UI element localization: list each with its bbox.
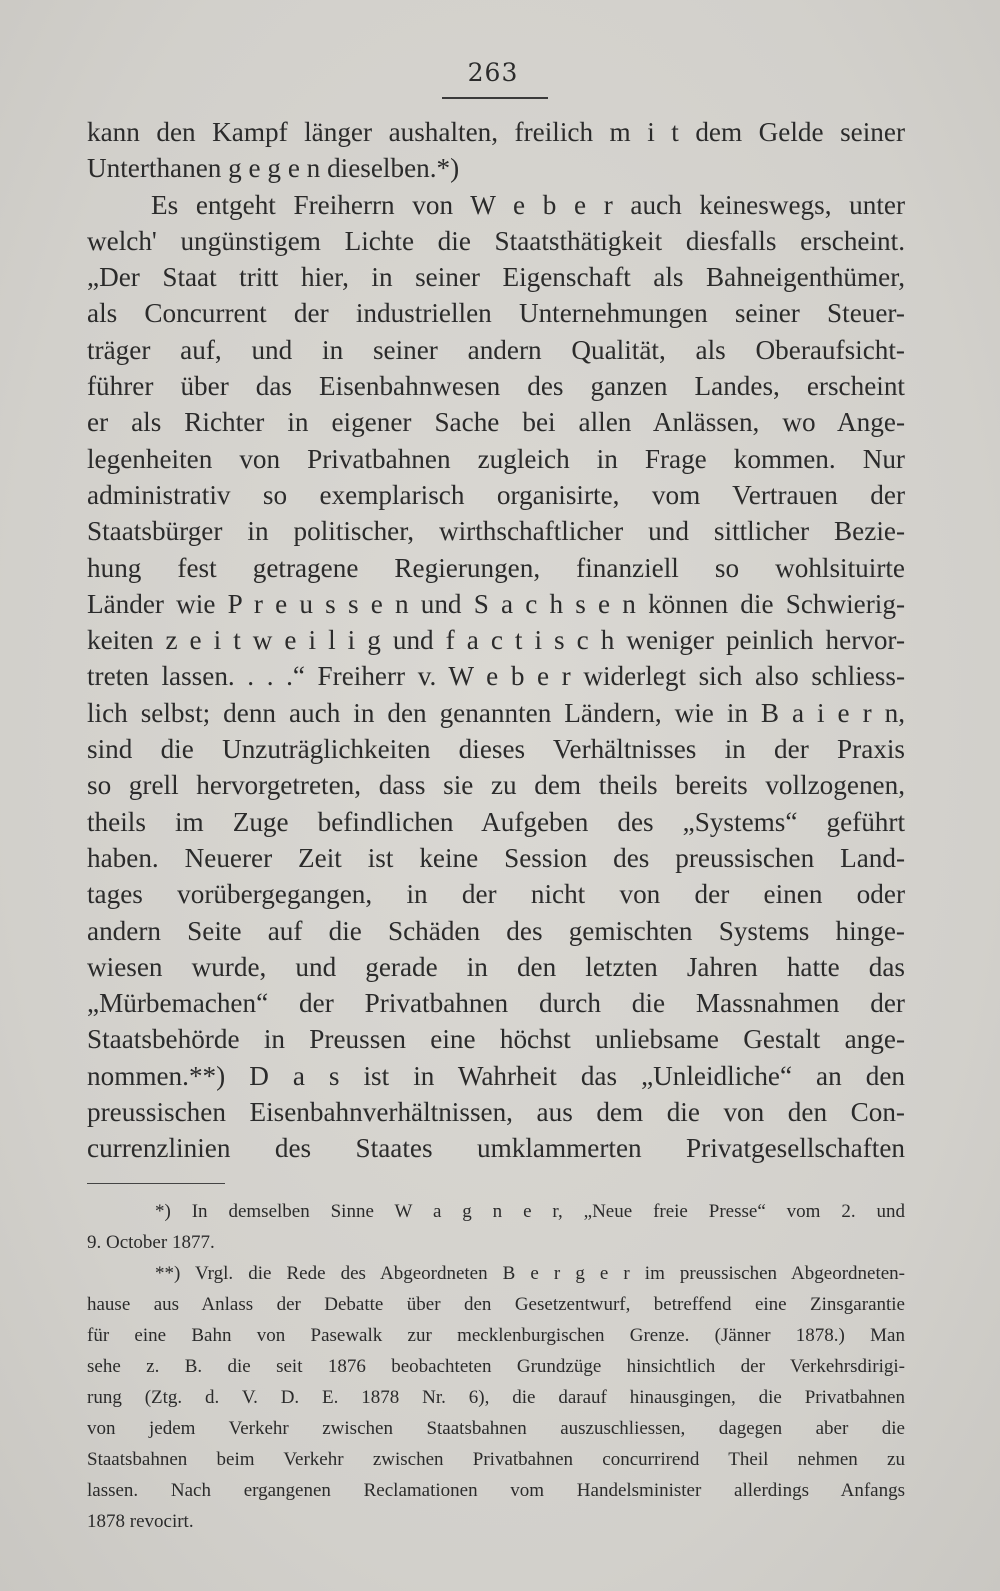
footnote-line: rung (Ztg. d. V. D. E. 1878 Nr. 6), die darauf hinausgingen, die Privatbahnen	[87, 1387, 905, 1408]
text-line: er als Richter in eigener Sache bei allen Anlässen, wo Ange-	[87, 407, 905, 438]
text-line: nommen.**) D a s ist in Wahrheit das „Unleidliche“ an den	[87, 1060, 905, 1091]
text-line: sind die Unzuträglichkeiten dieses Verhältnisses in der Praxis	[87, 734, 905, 765]
text-line: „Der Staat tritt hier, in seiner Eigenschaft als Bahneigenthümer,	[87, 262, 905, 293]
text-line: haben. Neuerer Zeit ist keine Session des preussischen Land-	[87, 842, 905, 873]
footnote-line: lassen. Nach ergangenen Reclamationen vom Handelsminister allerdings Anfangs	[87, 1480, 905, 1501]
text-line: führer über das Eisenbahnwesen des ganzen Landes, erscheint	[87, 371, 905, 402]
page-number-rule	[442, 97, 548, 99]
footnote-line: Staatsbahnen beim Verkehr zwischen Privatbahnen concurrirend Theil nehmen zu	[87, 1449, 905, 1470]
text-line: Staatsbürger in politischer, wirthschaftlicher und sittlicher Bezie-	[87, 516, 905, 547]
page-number: 263	[467, 58, 519, 87]
text-line: treten lassen. . . .“ Freiherr v. W e b e r widerlegt sich also schliess-	[87, 661, 905, 692]
footnote-line: 1878 revocirt.	[87, 1511, 194, 1532]
text-line: administrativ so exemplarisch organisirte, vom Vertrauen der	[87, 479, 905, 510]
text-line: „Mürbemachen“ der Privatbahnen durch die Massnahmen der	[87, 988, 905, 1019]
text-line: hung fest getragene Regierungen, finanziell so wohlsituirte	[87, 552, 905, 583]
text-line: tages vorübergegangen, in der nicht von der einen oder	[87, 879, 905, 910]
text-line: preussischen Eisenbahnverhältnissen, aus dem die von den Con-	[87, 1097, 905, 1128]
text-line: keiten z e i t w e i l i g und f a c t i s c h weniger peinlich hervor-	[87, 625, 905, 656]
text-line: so grell hervorgetreten, dass sie zu dem theils bereits vollzogenen,	[87, 770, 905, 801]
text-line: wiesen wurde, und gerade in den letzten Jahren hatte das	[87, 951, 905, 982]
footnote-line: sehe z. B. die seit 1876 beobachteten Grundzüge hinsichtlich der Verkehrsdirigi-	[87, 1356, 905, 1377]
text-line: Es entgeht Freiherrn von W e b e r auch keineswegs, unter	[151, 189, 905, 220]
main-text	[87, 114, 905, 1167]
text-line: theils im Zuge befindlichen Aufgeben des „Systems“ geführt	[87, 806, 905, 837]
text-line: Staatsbehörde in Preussen eine höchst unliebsame Gestalt ange-	[87, 1024, 905, 1055]
text-line: als Concurrent der industriellen Unternehmungen seiner Steuer-	[87, 298, 905, 329]
text-line: welch' ungünstigem Lichte die Staatsthätigkeit diesfalls erscheint.	[87, 225, 905, 256]
text-line: andern Seite auf die Schäden des gemischten Systems hinge-	[87, 915, 905, 946]
footnote-line: für eine Bahn von Pasewalk zur mecklenburgischen Grenze. (Jänner 1878.) Man	[87, 1325, 905, 1346]
footnotes	[87, 1196, 905, 1537]
text-line: kann den Kampf länger aushalten, freilich m i t dem Gelde seiner	[87, 117, 905, 147]
footnote-line: 9. October 1877.	[87, 1232, 215, 1253]
footnote-line: von jedem Verkehr zwischen Staatsbahnen auszuschliessen, dagegen aber die	[87, 1418, 905, 1439]
footnote-line: **) Vrgl. die Rede des Abgeordneten B e r g e r im preussischen Abgeordneten-	[155, 1263, 905, 1284]
footnote-line: *) In demselben Sinne W a g n e r, „Neue freie Presse“ vom 2. und	[155, 1201, 905, 1222]
text-line: currenzlinien des Staates umklammerten Privatgesellschaften	[87, 1133, 905, 1164]
footnote-line: hause aus Anlass der Debatte über den Gesetzentwurf, betreffend eine Zinsgarantie	[87, 1294, 905, 1315]
text-line: Unterthanen g e g e n dieselben.*)	[87, 153, 460, 184]
text-line: träger auf, und in seiner andern Qualität, als Oberaufsicht-	[87, 334, 905, 365]
text-line: lich selbst; denn auch in den genannten Ländern, wie in B a i e r n,	[87, 697, 905, 728]
footnote-rule	[87, 1183, 225, 1184]
text-line: Länder wie P r e u s s e n und S a c h s e n können die Schwierig-	[87, 588, 905, 619]
text-line: legenheiten von Privatbahnen zugleich in Frage kommen. Nur	[87, 443, 905, 474]
